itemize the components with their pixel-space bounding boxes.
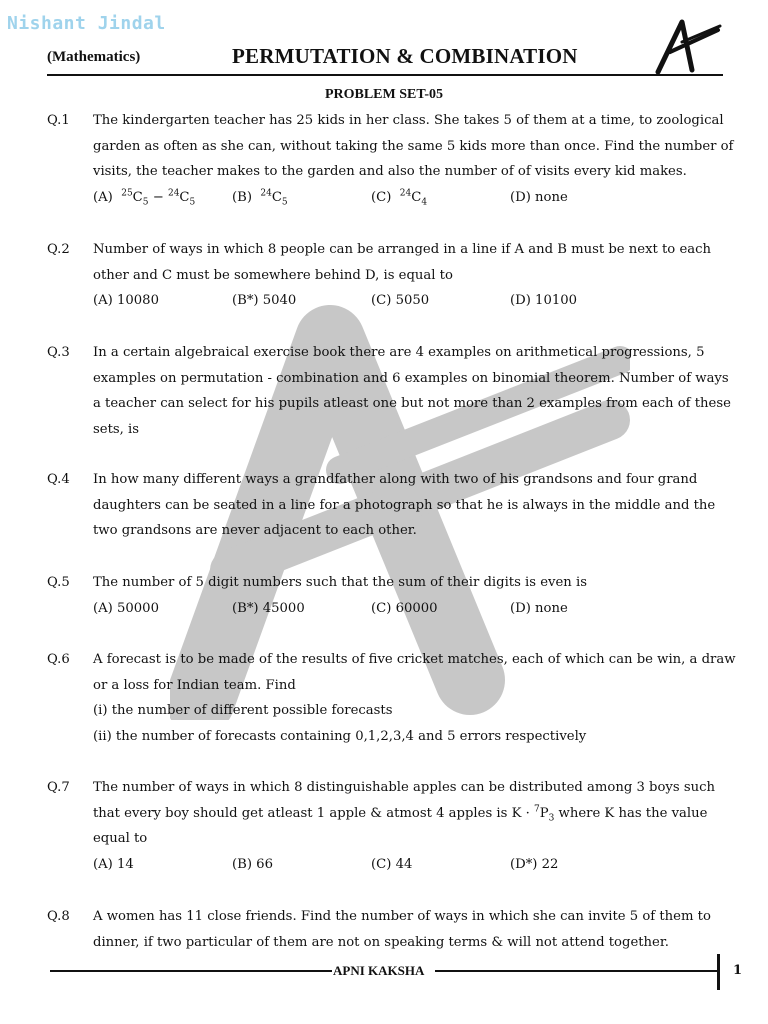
option-b: (B) $^{24}C_5$ xyxy=(232,188,288,208)
question-text-line: examples on permutation - combination and 6 examples on binomial theorem. Number of ways xyxy=(93,370,729,386)
question-text-line: The number of ways in which 8 distinguishable apples can be distributed among 3 boys such xyxy=(93,780,715,795)
question-text-line: The number of 5 digit numbers such that the sum of their digits is even is xyxy=(93,575,587,590)
question-number: Q.7 xyxy=(47,780,70,795)
question-text-line: equal to xyxy=(93,831,148,847)
option-c: (C) 60000 xyxy=(371,600,438,616)
footer-divider-left xyxy=(50,970,332,972)
question-text-line: The kindergarten teacher has 25 kids in her class. She takes 5 of them at a time, to zoological xyxy=(93,113,724,128)
option-b: (B*) 5040 xyxy=(232,293,297,309)
answer-options xyxy=(93,596,723,622)
question-text-line: (i) the number of different possible forecasts xyxy=(93,703,393,719)
question-1 xyxy=(47,108,734,211)
question-number: Q.8 xyxy=(47,909,70,924)
page-number: 1 xyxy=(733,963,743,978)
answer-options xyxy=(93,185,723,211)
question-number: Q.6 xyxy=(47,652,70,667)
question-number: Q.5 xyxy=(47,575,70,590)
option-a: (A) 10080 xyxy=(93,293,159,309)
option-a: (A) 50000 xyxy=(93,600,159,616)
question-text-line: In how many different ways a grandfather along with two of his grandsons and four grand xyxy=(93,472,698,487)
brand-logo-icon xyxy=(652,18,724,74)
option-a: (A) 14 xyxy=(93,857,134,873)
question-5 xyxy=(47,570,723,621)
option-d: (D) 10100 xyxy=(510,293,578,309)
option-c: (C) $^{24}C_4$ xyxy=(371,188,428,208)
footer-vertical-bar xyxy=(717,954,720,990)
option-b: (B) 66 xyxy=(232,857,273,873)
question-number: Q.3 xyxy=(47,345,70,360)
question-4 xyxy=(47,467,723,544)
question-text-line: (ii) the number of forecasts containing 0,1,2,3,4 and 5 errors respectively xyxy=(93,729,587,745)
question-text-line: garden as often as she can, without taking the same 5 kids more than once. Find the number of xyxy=(93,138,734,154)
question-text-line: visits, the teacher makes to the garden and also the number of of visits every kid makes. xyxy=(93,164,687,180)
question-number: Q.4 xyxy=(47,472,70,487)
question-text-line: sets, is xyxy=(93,422,140,438)
question-text-line: two grandsons are never adjacent to each other. xyxy=(93,523,417,539)
question-number: Q.2 xyxy=(47,242,70,257)
footer-brand: APNI KAKSHA xyxy=(333,963,425,978)
question-8 xyxy=(47,904,723,955)
question-text-line: that every boy should get atleast 1 apple & atmost 4 apples is $K \cdot ^7P_3$ where K has the value xyxy=(93,804,708,824)
question-text-line: other and C must be somewhere behind D, is equal to xyxy=(93,267,453,283)
option-a: (A) $^{25}C_5 - ^{24}C_5$ xyxy=(93,188,196,208)
footer-divider-right xyxy=(435,970,718,972)
option-c: (C) 44 xyxy=(371,857,413,873)
answer-options xyxy=(93,852,723,878)
question-text-line: Number of ways in which 8 people can be arranged in a line if A and B must be next to each xyxy=(93,242,711,257)
question-text-line: a teacher can select for his pupils atleast one but not more than 2 examples from each of these xyxy=(93,396,731,412)
question-number: Q.1 xyxy=(47,113,70,128)
option-d: (D) none xyxy=(510,190,568,206)
question-text-line: or a loss for Indian team. Find xyxy=(93,677,296,693)
problem-set-title: PROBLEM SET-05 xyxy=(324,87,444,102)
question-text-line: In a certain algebraical exercise book there are 4 examples on arithmetical progressions, 5 xyxy=(93,345,705,360)
option-b: (B*) 45000 xyxy=(232,600,305,616)
author-watermark: Nishant Jindal xyxy=(7,13,166,34)
option-d: (D*) 22 xyxy=(510,857,559,873)
subject-label: (Mathematics) xyxy=(47,49,141,65)
question-2 xyxy=(47,237,723,314)
question-text-line: A forecast is to be made of the results of five cricket matches, each of which can be win, a draw xyxy=(93,652,736,667)
question-text-line: dinner, if two particular of them are not on speaking terms & will not attend together. xyxy=(93,934,669,950)
question-7 xyxy=(47,775,723,878)
question-3 xyxy=(47,340,731,443)
header-divider xyxy=(47,74,723,76)
answer-options xyxy=(93,288,723,314)
page-title: PERMUTATION & COMBINATION xyxy=(232,44,578,68)
option-d: (D) none xyxy=(510,600,568,616)
option-c: (C) 5050 xyxy=(371,293,430,309)
question-text-line: A women has 11 close friends. Find the number of ways in which she can invite 5 of them to xyxy=(93,909,711,924)
question-text-line: daughters can be seated in a line for a photograph so that he is always in the middle and the xyxy=(93,497,716,513)
question-6 xyxy=(47,647,736,750)
